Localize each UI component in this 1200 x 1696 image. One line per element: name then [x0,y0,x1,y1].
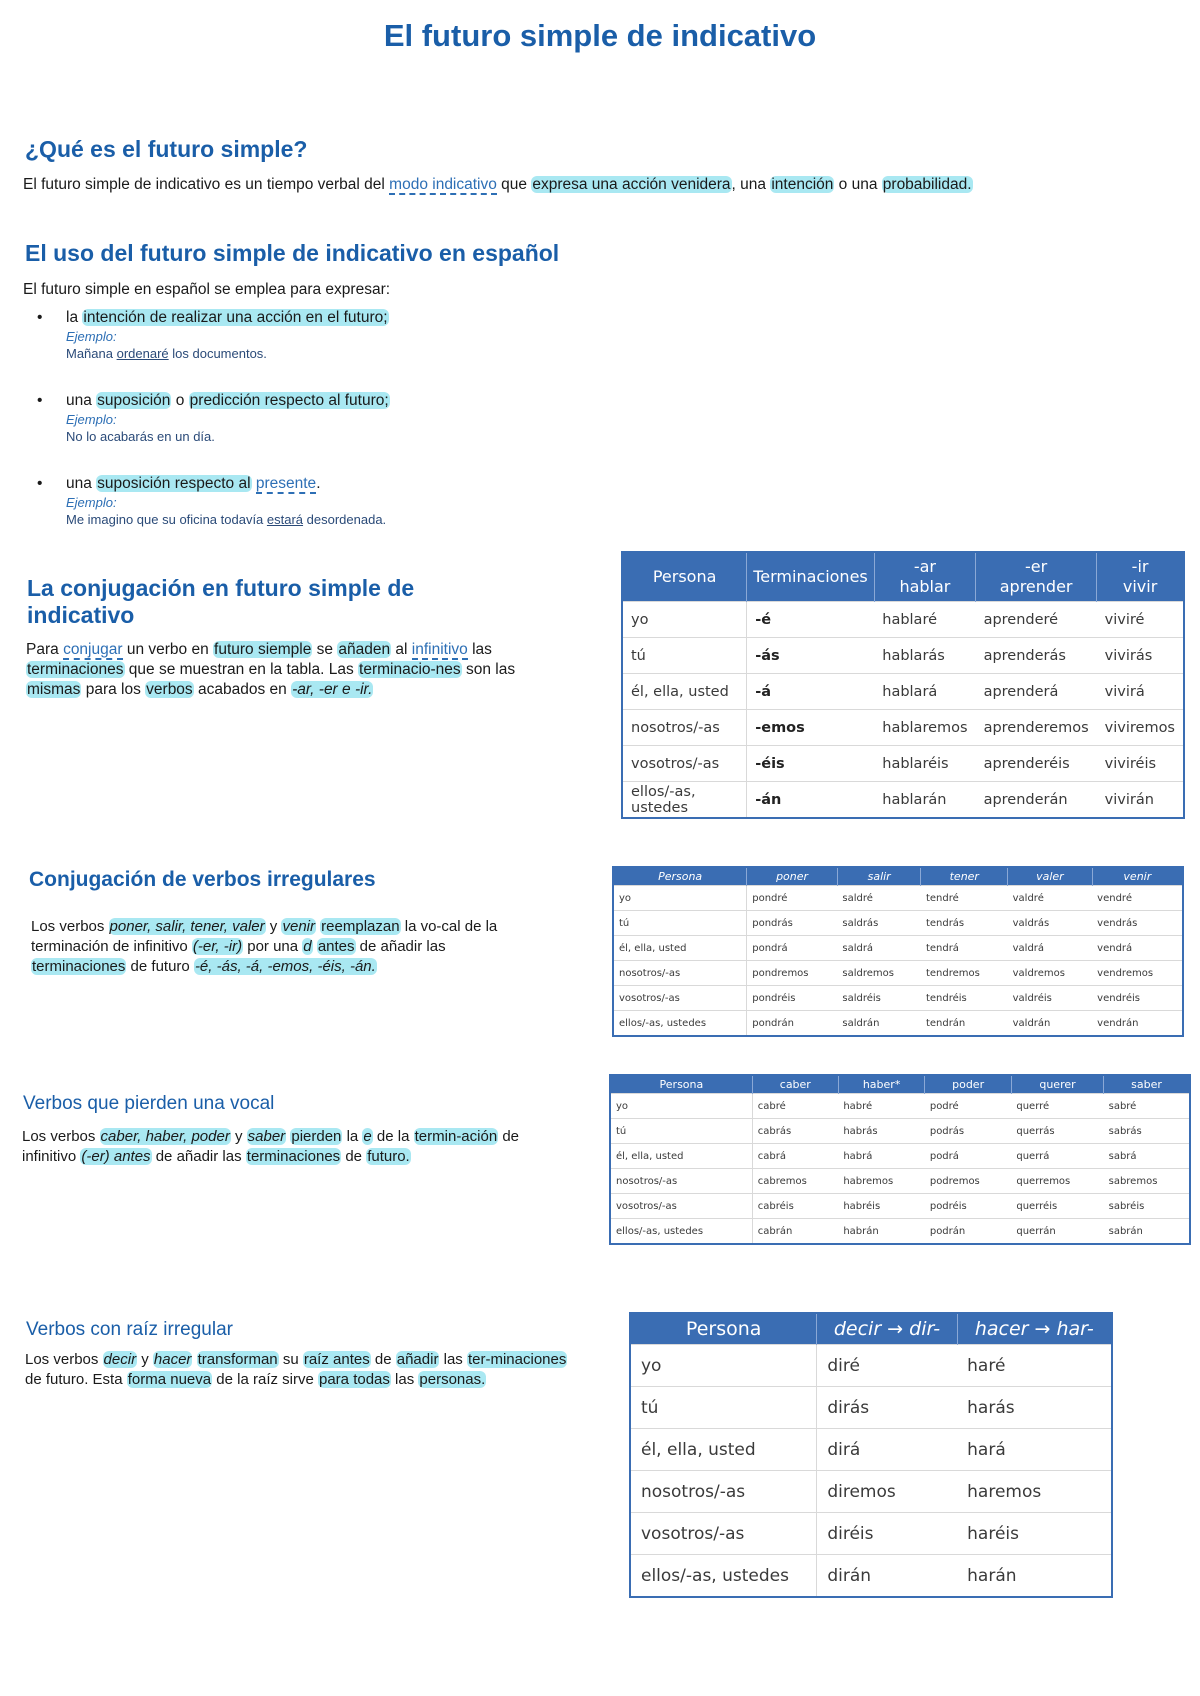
conjugation-cell: valdré [1008,886,1093,911]
conjugation-cell: hablaré [874,602,975,638]
conjugation-cell: valdrán [1008,1011,1093,1037]
conjugation-cell: vendremos [1092,961,1183,986]
conjugation-cell: podremos [925,1169,1012,1194]
persona-cell: ellos/-as, ustedes [613,1011,747,1037]
conjugation-cell: podré [925,1094,1012,1119]
conjugation-cell: habréis [838,1194,925,1219]
conjugation-cell: diré [817,1345,957,1387]
persona-cell: él, ella, usted [613,936,747,961]
table-row [622,782,1184,819]
persona-cell: tú [622,638,747,674]
header-cell: -er aprender [976,552,1097,602]
persona-cell: nosotros/-as [610,1169,752,1194]
conjugation-cell: vendrán [1092,1011,1183,1037]
conjugation-cell: querrá [1011,1144,1103,1169]
link-modo-indicativo[interactable]: modo indicativo [389,176,497,193]
conjugation-cell: podrás [925,1119,1012,1144]
persona-cell: él, ella, usted [630,1429,817,1471]
persona-cell: nosotros/-as [630,1471,817,1513]
persona-cell: yo [622,602,747,638]
conjugation-cell: cabré [752,1094,838,1119]
conjugation-cell: viviremos [1097,710,1184,746]
table-row [613,936,1183,961]
conjugation-cell: valdréis [1008,986,1093,1011]
header-persona: Persona [613,867,747,886]
conjugation-cell: harás [957,1387,1112,1429]
conjugation-cell: vivirán [1097,782,1184,819]
conjugation-cell: saldrá [837,936,921,961]
persona-cell: nosotros/-as [622,710,747,746]
table-irregular-d [612,866,1184,1037]
example-label: Ejemplo: [66,329,117,344]
persona-cell: vosotros/-as [622,746,747,782]
conjugation-cell: viviré [1097,602,1184,638]
header-cell: saber [1104,1075,1190,1094]
persona-cell: ellos/-as, ustedes [622,782,747,819]
conjugation-cell: saldréis [837,986,921,1011]
table-row [613,886,1183,911]
link-conjugar[interactable]: conjugar [63,641,123,658]
header-cell: tener [921,867,1008,886]
conjugation-cell: habrá [838,1144,925,1169]
conjugation-cell: saldrán [837,1011,921,1037]
link-infinitivo[interactable]: infinitivo [411,641,468,658]
conjugation-cell: querrán [1011,1219,1103,1245]
example-text: Mañana ordenaré los documentos. [66,346,267,361]
conjugation-cell: -án [747,782,875,819]
conjugation-cell: aprenderán [976,782,1097,819]
conjugation-cell: tendréis [921,986,1008,1011]
table-row [630,1387,1112,1429]
persona-cell: él, ella, usted [622,674,747,710]
section-heading-what-is: ¿Qué es el futuro simple? [25,136,308,162]
table-row [630,1513,1112,1555]
table-row [613,911,1183,936]
conjugation-cell: saldrás [837,911,921,936]
conjugation-cell: habré [838,1094,925,1119]
section-heading-irregular: Conjugación de verbos irregulares [29,868,376,891]
conjugation-cell: -ás [747,638,875,674]
lose-vowel-paragraph: Los verbos caber, haber, poder y saber pierden la e de la termin-ación de infinitivo (-er) antes de añadir las terminaciones de futuro. [22,1128,520,1165]
persona-cell: tú [613,911,747,936]
header-cell: -ir vivir [1097,552,1184,602]
definition-paragraph: El futuro simple de indicativo es un tiempo verbal del modo indicativo que expresa una acción venidera, una intención o una probabilidad. [23,176,972,193]
example-label: Ejemplo: [66,412,117,427]
conjugation-cell: viviréis [1097,746,1184,782]
conjugation-cell: tendrás [921,911,1008,936]
persona-cell: ellos/-as, ustedes [610,1219,752,1245]
header-cell: poner [747,867,838,886]
example-label: Ejemplo: [66,495,117,510]
table-row [610,1119,1190,1144]
header-cell: venir [1092,867,1183,886]
persona-cell: ellos/-as, ustedes [630,1555,817,1598]
conjugation-cell: sabréis [1104,1194,1190,1219]
conjugation-cell: vendrá [1092,936,1183,961]
header-cell: querer [1011,1075,1103,1094]
conjugation-cell: tendrá [921,936,1008,961]
table-row [630,1429,1112,1471]
conjugation-cell: sabremos [1104,1169,1190,1194]
table-row [630,1471,1112,1513]
conjugation-cell: pondré [747,886,838,911]
header-cell: salir [837,867,921,886]
conjugation-cell: aprenderás [976,638,1097,674]
irregular-root-paragraph: Los verbos decir y hacer transforman su raíz antes de añadir las ter-minaciones de futuro. Esta forma nueva de la raíz sirve para todas las personas. [25,1351,567,1388]
table-row [622,674,1184,710]
persona-cell: tú [610,1119,752,1144]
conjugation-cell: tendré [921,886,1008,911]
persona-cell: vosotros/-as [630,1513,817,1555]
table-row [630,1345,1112,1387]
irregular-paragraph: Los verbos poner, salir, tener, valer y venir reemplazan la vo-cal de la terminación de infinitivo (-er, -ir) por una d antes de añadir las terminaciones de futuro -é, -ás, -á, -emos, -éis, -án. [31,918,498,975]
conjugation-cell: querréis [1011,1194,1103,1219]
table-row [610,1094,1190,1119]
conjugation-cell: podrá [925,1144,1012,1169]
conjugation-cell: pondréis [747,986,838,1011]
conjugation-cell: pondrán [747,1011,838,1037]
conjugation-paragraph: Para conjugar un verbo en futuro siemple se añaden al infinitivo las terminaciones que se muestran en la tabla. Las terminacio-nes son las mismas para los verbos acabados en -ar, -er e -ir. [26,641,516,698]
conjugation-cell: pondrás [747,911,838,936]
conjugation-cell: podréis [925,1194,1012,1219]
conjugation-cell: cabremos [752,1169,838,1194]
header-persona: Persona [610,1075,752,1094]
conjugation-cell: vivirá [1097,674,1184,710]
header-cell: valer [1008,867,1093,886]
table-row [610,1219,1190,1245]
header-cell: Terminaciones [747,552,875,602]
conjugation-cell: vendréis [1092,986,1183,1011]
conjugation-cell: querrás [1011,1119,1103,1144]
conjugation-cell: saldremos [837,961,921,986]
conjugation-cell: cabrás [752,1119,838,1144]
conjugation-cell: -emos [747,710,875,746]
table-row [610,1194,1190,1219]
conjugation-cell: hablarán [874,782,975,819]
table-row [630,1555,1112,1598]
conjugation-cell: aprenderé [976,602,1097,638]
persona-cell: vosotros/-as [613,986,747,1011]
conjugation-cell: querremos [1011,1169,1103,1194]
section-heading-uses: El uso del futuro simple de indicativo en español [25,240,560,266]
conjugation-cell: pondrá [747,936,838,961]
conjugation-cell: haré [957,1345,1112,1387]
conjugation-cell: querré [1011,1094,1103,1119]
conjugation-cell: -éis [747,746,875,782]
table-header-row [610,1075,1190,1094]
table-regular-conjugation [621,551,1185,819]
conjugation-cell: vendré [1092,886,1183,911]
table-row [613,986,1183,1011]
conjugation-cell: valdremos [1008,961,1093,986]
conjugation-cell: hablaremos [874,710,975,746]
persona-cell: yo [613,886,747,911]
conjugation-cell: valdrá [1008,936,1093,961]
conjugation-cell: pondremos [747,961,838,986]
conjugation-cell: dirán [817,1555,957,1598]
conjugation-cell: hablarás [874,638,975,674]
section-heading-irregular-root: Verbos con raíz irregular [26,1319,233,1340]
table-header-row [630,1313,1112,1345]
example-text: Me imagino que su oficina todavía estará desordenada. [66,512,387,527]
persona-cell: yo [610,1094,752,1119]
conjugation-cell: dirás [817,1387,957,1429]
conjugation-cell: saldré [837,886,921,911]
conjugation-cell: haremos [957,1471,1112,1513]
conjugation-cell: tendremos [921,961,1008,986]
conjugation-cell: habrás [838,1119,925,1144]
conjugation-cell: podrán [925,1219,1012,1245]
list-item: • una suposición respecto al presente. Ejemplo: Me imagino que su oficina todavía estará desordenada. [25,474,585,529]
conjugation-cell: dirá [817,1429,957,1471]
link-presente[interactable]: presente [255,475,317,492]
table-row [613,1011,1183,1037]
conjugation-cell: aprenderéis [976,746,1097,782]
conjugation-cell: diréis [817,1513,957,1555]
conjugation-cell: -é [747,602,875,638]
table-row [610,1144,1190,1169]
header-persona: Persona [630,1313,817,1345]
header-cell: caber [752,1075,838,1094]
header-cell: hacer → har- [957,1313,1112,1345]
conjugation-cell: tendrán [921,1011,1008,1037]
table-lose-vowel [609,1074,1191,1245]
persona-cell: nosotros/-as [613,961,747,986]
header-cell: haber* [838,1075,925,1094]
table-header-row [622,552,1184,602]
section-heading-conjugation: La conjugación en futuro simple de indicativo [27,575,415,629]
header-persona: Persona [622,552,747,602]
conjugation-cell: habremos [838,1169,925,1194]
conjugation-cell: sabré [1104,1094,1190,1119]
conjugation-cell: cabrá [752,1144,838,1169]
table-row [622,710,1184,746]
conjugation-cell: harán [957,1555,1112,1598]
conjugation-cell: cabréis [752,1194,838,1219]
header-cell: decir → dir- [817,1313,957,1345]
conjugation-cell: diremos [817,1471,957,1513]
conjugation-cell: -á [747,674,875,710]
conjugation-cell: sabrá [1104,1144,1190,1169]
persona-cell: tú [630,1387,817,1429]
conjugation-cell: hablaréis [874,746,975,782]
conjugation-cell: aprenderá [976,674,1097,710]
conjugation-cell: haréis [957,1513,1112,1555]
table-header-row [613,867,1183,886]
uses-intro: El futuro simple en español se emplea para expresar: [23,281,391,298]
conjugation-cell: aprenderemos [976,710,1097,746]
conjugation-cell: vivirás [1097,638,1184,674]
table-row [622,746,1184,782]
page-title: El futuro simple de indicativo [383,18,817,53]
list-item: • la intención de realizar una acción en el futuro; Ejemplo: Mañana ordenaré los documentos. [25,308,585,363]
conjugation-cell: hará [957,1429,1112,1471]
table-row [610,1169,1190,1194]
conjugation-cell: vendrás [1092,911,1183,936]
section-heading-lose-vowel: Verbos que pierden una vocal [23,1093,275,1114]
persona-cell: vosotros/-as [610,1194,752,1219]
uses-list [25,308,585,557]
conjugation-cell: hablará [874,674,975,710]
header-cell: -ar hablar [874,552,975,602]
table-row [622,602,1184,638]
conjugation-cell: sabrán [1104,1219,1190,1245]
persona-cell: yo [630,1345,817,1387]
table-row [622,638,1184,674]
list-item: • una suposición o predicción respecto al futuro; Ejemplo: No lo acabarás en un día. [25,391,585,446]
persona-cell: él, ella, usted [610,1144,752,1169]
conjugation-cell: cabrán [752,1219,838,1245]
conjugation-cell: habrán [838,1219,925,1245]
conjugation-cell: sabrás [1104,1119,1190,1144]
header-cell: poder [925,1075,1012,1094]
example-text: No lo acabarás en un día. [66,429,215,444]
table-irregular-root [629,1312,1113,1598]
table-row [613,961,1183,986]
conjugation-cell: valdrás [1008,911,1093,936]
